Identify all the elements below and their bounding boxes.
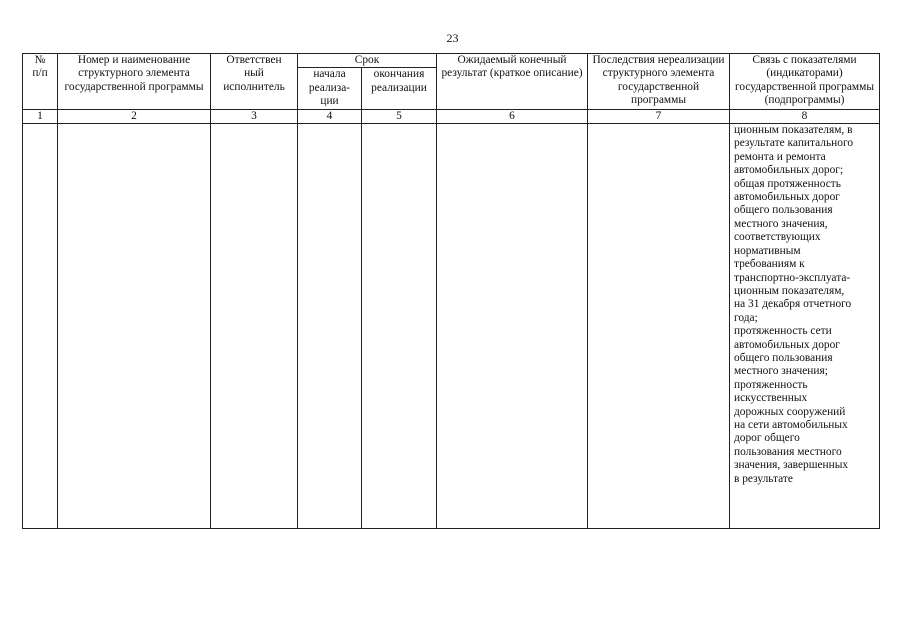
column-number-row	[23, 109, 880, 123]
cell-consequences	[588, 124, 730, 529]
cell-number	[23, 124, 58, 529]
cell-indicators-link	[730, 124, 880, 529]
column-number: 4	[298, 109, 362, 123]
column-number: 8	[730, 109, 880, 123]
header-number: № п/п	[23, 54, 58, 110]
cell-start	[298, 124, 362, 529]
cell-end	[362, 124, 437, 529]
column-number: 7	[588, 109, 730, 123]
column-number: 6	[437, 109, 588, 123]
column-number: 3	[211, 109, 298, 123]
column-number: 5	[362, 109, 437, 123]
header-end: окончания реализации	[362, 68, 437, 109]
header-indicators-link: Связь с показателями (индикаторами) государственной программы (подпрограммы)	[730, 54, 880, 110]
page-number: 23	[446, 31, 459, 45]
header-term: Срок	[298, 54, 437, 68]
header-expected-result: Ожидаемый конечный результат (краткое описание)	[437, 54, 588, 110]
header-element-name: Номер и наименование структурного элемента государственной программы	[58, 54, 211, 110]
column-number: 1	[23, 109, 58, 123]
header-consequences: Последствия нереализации структурного элемента государственной программы	[588, 54, 730, 110]
cell-element-name	[58, 124, 211, 529]
table-row	[23, 124, 880, 529]
indicators-text: ционным показателям, в результате капитального ремонта и ремонта автомобильных дорог; общая протяженность автомобильных дорог общего пользования местного значения, соответствующих нормативным требованиям к транспортно-эксплуата- ционным показателям, на 31 декабря отчетного года; протяженность сети автомобильных дорог общего пользования местного значения; протяженность искусственных дорожных сооружений на сети автомобильных дорог общего пользования местного значения, завершенных в результате	[734, 124, 854, 485]
cell-expected-result	[437, 124, 588, 529]
cell-responsible	[211, 124, 298, 529]
column-number: 2	[58, 109, 211, 123]
header-start: начала реализа- ции	[298, 68, 362, 109]
header-responsible: Ответствен ный исполнитель	[211, 54, 298, 110]
program-table	[22, 53, 880, 529]
